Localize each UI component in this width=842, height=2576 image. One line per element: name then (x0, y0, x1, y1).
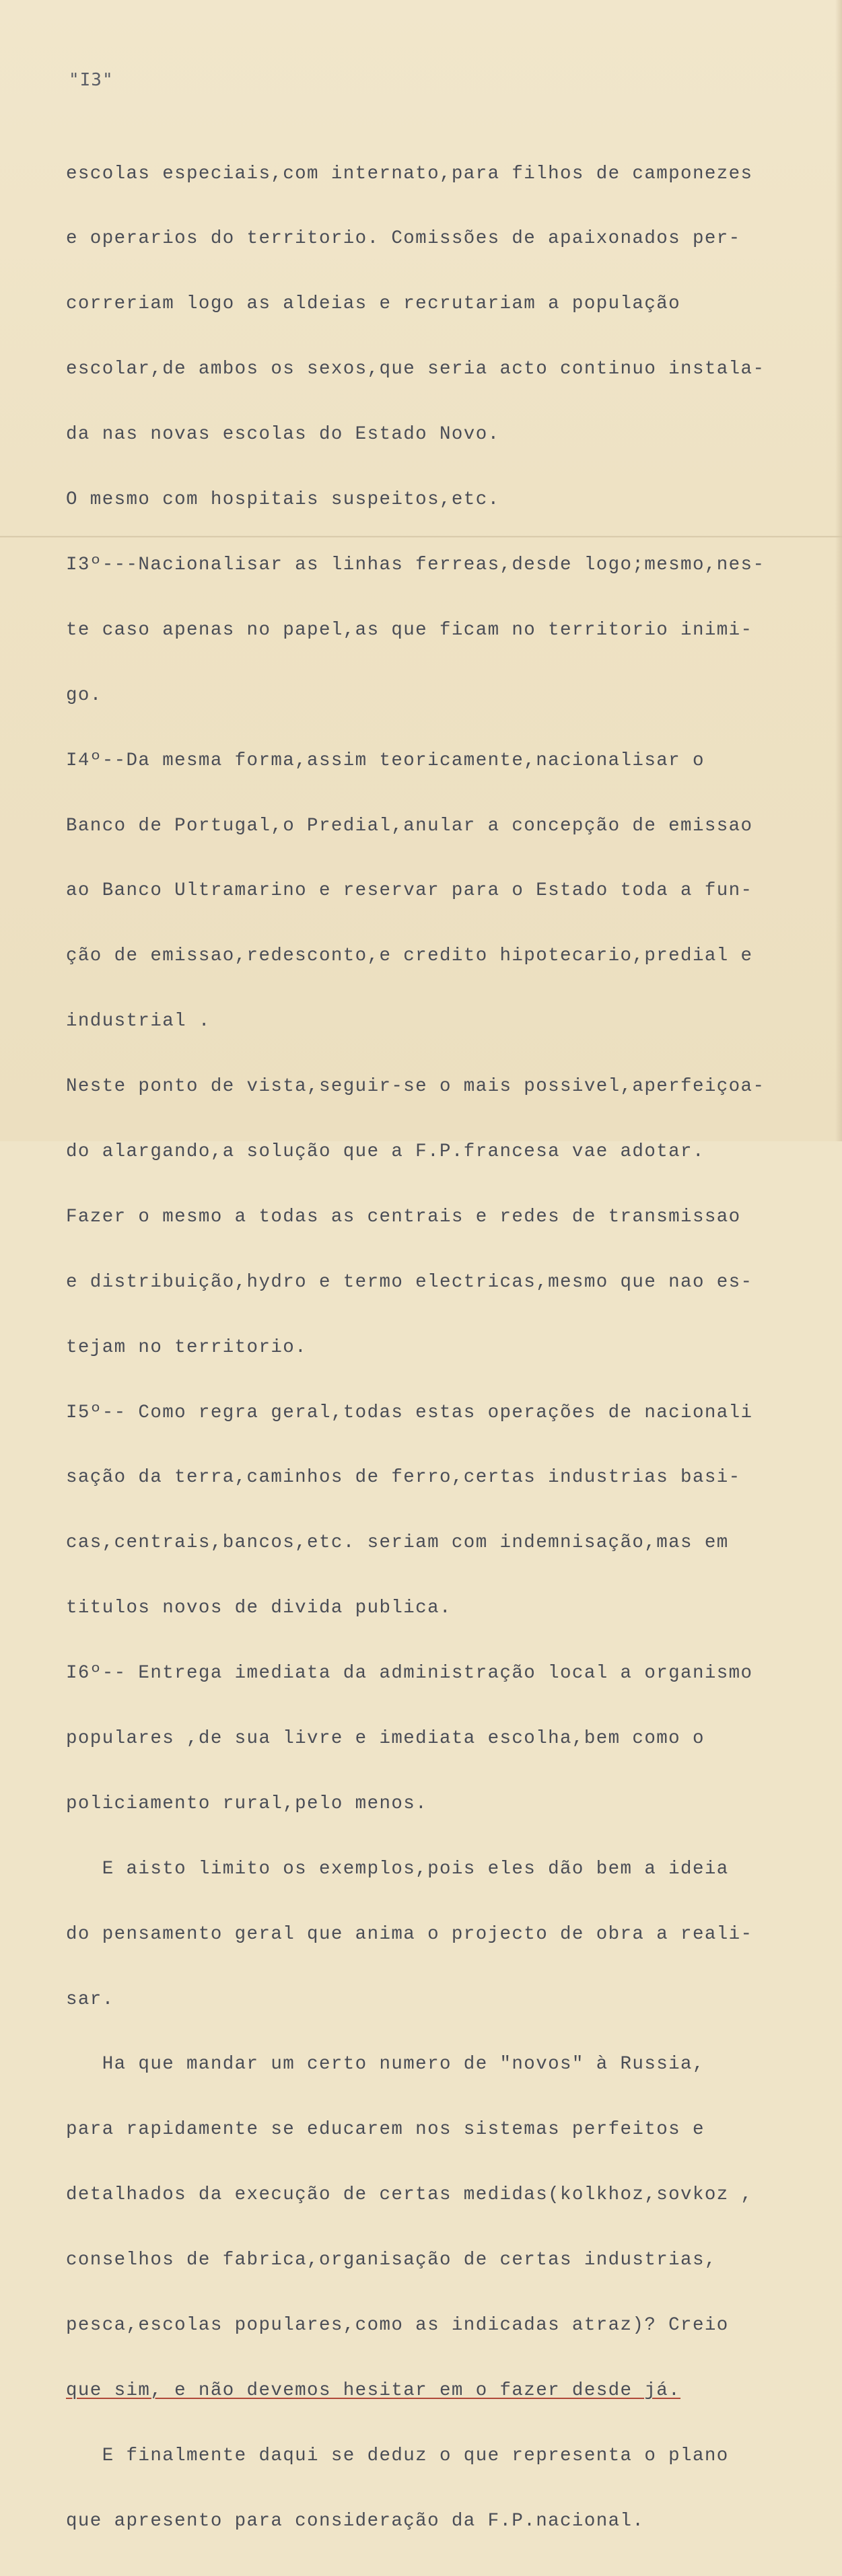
text-line: para rapidamente se educarem nos sistemas perfeitos e (66, 2119, 705, 2141)
text-line: titulos novos de divida publica. (66, 1598, 452, 1619)
text-line: I4º--Da mesma forma,assim teoricamente,nacionalisar o (66, 750, 705, 771)
text-line: correriam logo as aldeias e recrutariam a população (66, 293, 681, 315)
text-line: que apresento para consideração da F.P.nacional. (66, 2510, 645, 2532)
page-number: "I3" (69, 70, 114, 90)
document-body (66, 120, 833, 2576)
text-line: da nas novas escolas do Estado Novo. (66, 424, 500, 445)
text-line: O mesmo com hospitais suspeitos,etc. (66, 489, 500, 511)
text-line: E aisto limito os exemplos,pois eles dão bem a ideia (66, 1858, 729, 1880)
text-line-underlined: que sim, e não devemos hesitar em o fazer desde já. (66, 2380, 681, 2401)
text-line: Ha que mandar um certo numero de "novos" à Russia, (66, 2054, 705, 2075)
text-line: I3º---Nacionalisar as linhas ferreas,desde logo;mesmo,nes- (66, 554, 765, 575)
text-line: ao Banco Ultramarino e reservar para o Estado toda a fun- (66, 880, 753, 902)
text-line: e distribuição,hydro e termo electricas,mesmo que nao es- (66, 1271, 753, 1293)
text-line: cas,centrais,bancos,etc. seriam com indemnisação,mas em (66, 1532, 729, 1554)
text-line: industrial . (66, 1011, 211, 1032)
text-line: sar. (66, 1989, 114, 2010)
text-line: populares ,de sua livre e imediata escolha,bem como o (66, 1727, 705, 1749)
text-line: tejam no territorio. (66, 1336, 308, 1358)
text-line: Fazer o mesmo a todas as centrais e redes de transmissao (66, 1206, 741, 1227)
text-line: escolas especiais,com internato,para filhos de camponezes (66, 163, 753, 184)
text-line: policiamento rural,pelo menos. (66, 1793, 428, 1814)
text-line: sação da terra,caminhos de ferro,certas industrias basi- (66, 1467, 741, 1489)
text-line: do pensamento geral que anima o projecto de obra a reali- (66, 1923, 753, 1945)
text-line: detalhados da execução de certas medidas(kolkhoz,sovkoz , (66, 2184, 753, 2206)
paper-edge (835, 0, 842, 1141)
text-line: e operarios do territorio. Comissões de apaixonados per- (66, 228, 741, 250)
text-line: Neste ponto de vista,seguir-se o mais possivel,aperfeiçoa- (66, 1076, 765, 1098)
text-line: conselhos de fabrica,organisação de certas industrias, (66, 2250, 717, 2271)
text-line: Banco de Portugal,o Predial,anular a concepção de emissao (66, 815, 753, 836)
text-line: escolar,de ambos os sexos,que seria acto continuo instala- (66, 359, 765, 380)
text-line: do alargando,a solução que a F.P.francesa vae adotar. (66, 1141, 705, 1162)
text-line: I5º-- Como regra geral,todas estas operações de nacionali (66, 1402, 753, 1423)
text-line: pesca,escolas populares,como as indicadas atraz)? Creio (66, 2314, 729, 2336)
text-line: te caso apenas no papel,as que ficam no territorio inimi- (66, 619, 753, 641)
text-line: I6º-- Entrega imediata da administração local a organismo (66, 1663, 753, 1684)
text-line: E finalmente daqui se deduz o que representa o plano (66, 2445, 729, 2466)
text-line: ção de emissao,redesconto,e credito hipotecario,predial e (66, 945, 753, 967)
text-line: go. (66, 684, 102, 706)
